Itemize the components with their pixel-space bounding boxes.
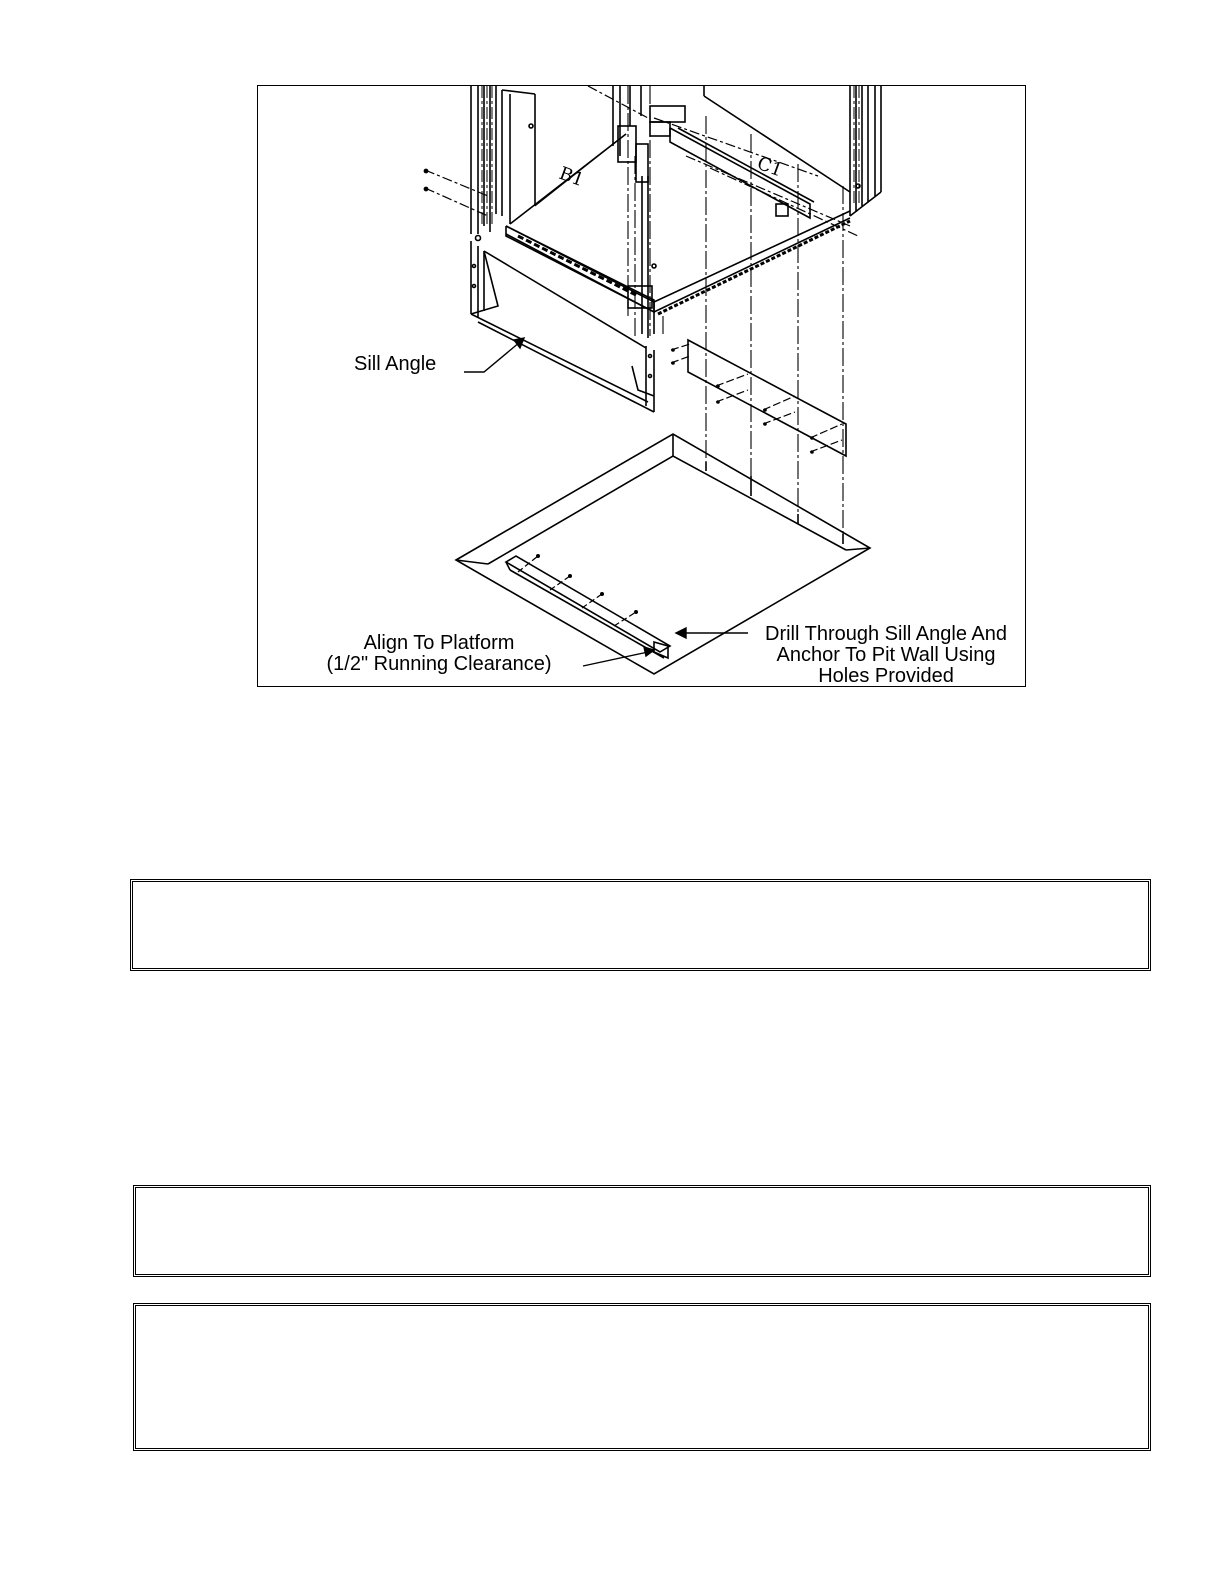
fascia-plate	[671, 340, 846, 456]
drill-instruction-line-1: Drill Through Sill Angle And	[765, 623, 1007, 645]
right-tower	[704, 86, 881, 216]
align-platform-line-2: (1/2" Running Clearance)	[326, 653, 552, 675]
tag-c1: C1	[754, 152, 786, 182]
align-platform-line-1: Align To Platform	[363, 632, 515, 654]
note-box-2	[133, 1185, 1151, 1277]
sill-angle-panel	[471, 241, 654, 412]
rear-cross-bar	[670, 128, 814, 218]
sill-angle-label: Sill Angle	[354, 353, 437, 375]
note-box-1	[130, 879, 1151, 971]
front-sill-bar	[506, 226, 654, 312]
note-box-3	[133, 1303, 1151, 1451]
projection-lines	[663, 116, 843, 534]
drill-instruction-label	[748, 624, 1024, 687]
tag-b1: B1	[556, 162, 587, 192]
drill-instruction-line-3: Holes Provided	[818, 665, 954, 687]
lift-assembly-drawing	[258, 86, 1027, 688]
left-tower	[471, 86, 535, 241]
align-platform-label	[294, 633, 584, 675]
drill-instruction-line-2: Anchor To Pit Wall Using	[776, 644, 996, 666]
installation-diagram	[257, 85, 1026, 687]
